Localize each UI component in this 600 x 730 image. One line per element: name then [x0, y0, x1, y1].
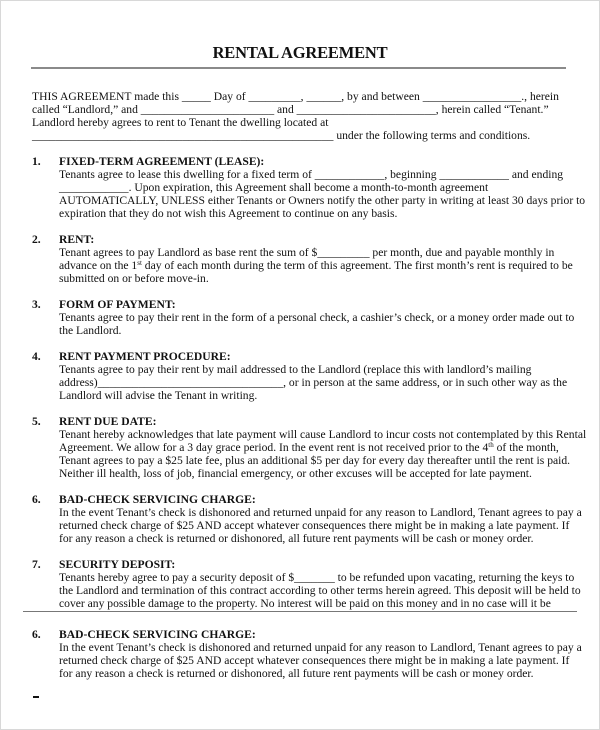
- section-body: [32, 641, 582, 680]
- text-run: for any reason a check is returned or dishonored, all future rent payments will be cash or money order.: [59, 532, 534, 545]
- continued-body: [32, 628, 582, 680]
- section-body: [32, 428, 587, 480]
- section-title: RENT:: [59, 233, 95, 246]
- body-line: [59, 441, 572, 454]
- body-line: [59, 654, 572, 667]
- section-number: 2.: [32, 233, 41, 246]
- section-body: [32, 246, 572, 285]
- body-line: [59, 363, 572, 376]
- superscript: st: [137, 259, 142, 267]
- body-line: [59, 667, 572, 680]
- text-run: Tenant agrees to pay Landlord as base rent the sum of $_________ per month, due and payable monthly in: [59, 246, 555, 259]
- document-title: RENTAL AGREEMENT: [212, 43, 388, 62]
- body-line: [59, 584, 581, 597]
- body-line: [59, 272, 572, 285]
- body-line: [59, 454, 572, 467]
- body-line: [59, 246, 572, 259]
- section: [32, 628, 582, 680]
- section: [32, 558, 581, 610]
- section-heading: [32, 558, 572, 571]
- section-title: SECURITY DEPOSIT:: [59, 558, 176, 571]
- text-run: returned check charge of $25 AND accept whatever consequences there might be in making a late payment. If: [59, 519, 570, 532]
- text-run: submitted on or before move-in.: [59, 272, 209, 285]
- body-line: [59, 311, 575, 324]
- section-number: 5.: [32, 415, 41, 428]
- section-body: [32, 571, 581, 610]
- section-number: 4.: [32, 350, 41, 363]
- text-run: advance on the 1: [59, 259, 138, 272]
- text-run: Landlord will advise the Tenant in writing.: [59, 389, 258, 402]
- body-line: [59, 324, 572, 337]
- text-run: the Landlord and termination of this contract according to other terms herein agreed. This deposit will be held to: [59, 584, 581, 597]
- text-run: ____________. Upon expiration, this Agreement shall become a month-to-month agreement: [59, 181, 489, 194]
- section-title: FIXED-TERM AGREEMENT (LEASE):: [59, 155, 265, 168]
- text-run: Tenant agrees to pay a $25 late fee, plus an additional $5 per day for every day thereafter until the rent is paid.: [59, 454, 571, 467]
- section-title: BAD-CHECK SERVICING CHARGE:: [59, 628, 256, 641]
- body-line: [59, 376, 572, 389]
- section-heading: [32, 415, 572, 428]
- intro-line: THIS AGREEMENT made this _____ Day of _________, ______, by and between _________________., herein: [32, 90, 559, 103]
- body-line: [59, 194, 586, 207]
- text-run: of the month,: [493, 441, 559, 454]
- text-run: Neither ill health, loss of job, financial emergency, or other excuses will be accepted for late payment.: [59, 467, 532, 480]
- section-number: 3.: [32, 298, 41, 311]
- page-break-rule: [23, 611, 577, 612]
- section-heading: [32, 298, 572, 311]
- body-line: [59, 259, 572, 272]
- section-title: FORM OF PAYMENT:: [59, 298, 176, 311]
- title-rule: [31, 67, 566, 69]
- section-heading: [32, 350, 572, 363]
- section: [32, 155, 586, 220]
- section-heading: [32, 233, 572, 246]
- text-run: In the event Tenant’s check is dishonored and returned unpaid for any reason to Landlord, Tenant agrees to pay a: [59, 641, 582, 654]
- section-number: 1.: [32, 155, 41, 168]
- section-number: 6.: [32, 628, 41, 641]
- section-title: RENT PAYMENT PROCEDURE:: [59, 350, 231, 363]
- section-body: [32, 168, 586, 220]
- body-line: [59, 467, 572, 480]
- body-line: [59, 597, 572, 610]
- body-line: [59, 506, 582, 519]
- text-run: In the event Tenant’s check is dishonored and returned unpaid for any reason to Landlord, Tenant agrees to pay a: [59, 506, 582, 519]
- superscript: th: [488, 441, 494, 449]
- section-number: 7.: [32, 558, 41, 571]
- section-title: BAD-CHECK SERVICING CHARGE:: [59, 493, 256, 506]
- intro-line: called “Landlord,” and _______________________ and ________________________, herein called “Tenant.”: [32, 103, 549, 116]
- section-body: [32, 506, 582, 545]
- body-line: [59, 428, 587, 441]
- sections: [32, 155, 587, 610]
- section: [32, 415, 587, 480]
- text-run: address)________________________________, or in person at the same address, or in such other way as the: [59, 376, 568, 389]
- section-heading: [32, 155, 572, 168]
- section: [32, 233, 572, 285]
- continued-section: [32, 628, 582, 680]
- section-heading: [32, 628, 572, 641]
- body-line: [59, 389, 572, 402]
- text-run: the Landlord.: [59, 324, 122, 337]
- intro-line: Landlord hereby agrees to rent to Tenant the dwelling located at: [32, 116, 329, 129]
- text-run: AUTOMATICALLY, UNLESS either Tenants or Owners notify the other party in writing at least 30 days prior to: [59, 194, 586, 207]
- text-run: for any reason a check is returned or dishonored, all future rent payments will be cash or money order.: [59, 667, 534, 680]
- body-line: [59, 532, 572, 545]
- text-run: Tenants agree to pay their rent by mail addressed to the Landlord (replace this with landlord’s mailing: [59, 363, 532, 376]
- section: [32, 298, 575, 337]
- document-body: [32, 90, 587, 610]
- intro-line: ____________________________________________________ under the following terms and conditions.: [32, 129, 531, 142]
- intro-paragraph: [32, 90, 572, 142]
- text-run: Tenants agree to pay their rent in the form of a personal check, a cashier’s check, or a money order made out to: [59, 311, 575, 324]
- body-line: [59, 207, 572, 220]
- text-run: returned check charge of $25 AND accept whatever consequences there might be in making a late payment. If: [59, 654, 570, 667]
- section-body: [32, 363, 572, 402]
- text-run: Agreement. We allow for a 3 day grace period. In the event rent is not received prior to the 4: [59, 441, 489, 454]
- body-line: [59, 168, 572, 181]
- section: [32, 493, 582, 545]
- text-run: cover any possible damage to the property. No interest will be paid on this money and in no case will it be: [59, 597, 551, 610]
- body-line: [59, 641, 582, 654]
- section-heading: [32, 493, 572, 506]
- body-line: [59, 571, 575, 584]
- dash-mark: [33, 696, 39, 698]
- text-run: Tenants hereby agree to pay a security deposit of $_______ to be refunded upon vacating, returning the keys to: [59, 571, 575, 584]
- text-run: Tenants agree to lease this dwelling for a fixed term of ____________, beginning ____________ and ending: [59, 168, 564, 181]
- text-run: day of each month during the term of this agreement. The first month’s rent is required to be: [141, 259, 573, 272]
- body-line: [59, 181, 572, 194]
- section-number: 6.: [32, 493, 41, 506]
- body-line: [59, 519, 572, 532]
- text-run: expiration that they do not wish this Agreement to continue on any basis.: [59, 207, 398, 220]
- section-body: [32, 311, 575, 337]
- section: [32, 350, 572, 402]
- section-title: RENT DUE DATE:: [59, 415, 157, 428]
- text-run: Tenant hereby acknowledges that late payment will cause Landlord to incur costs not contemplated by this Rental: [59, 428, 587, 441]
